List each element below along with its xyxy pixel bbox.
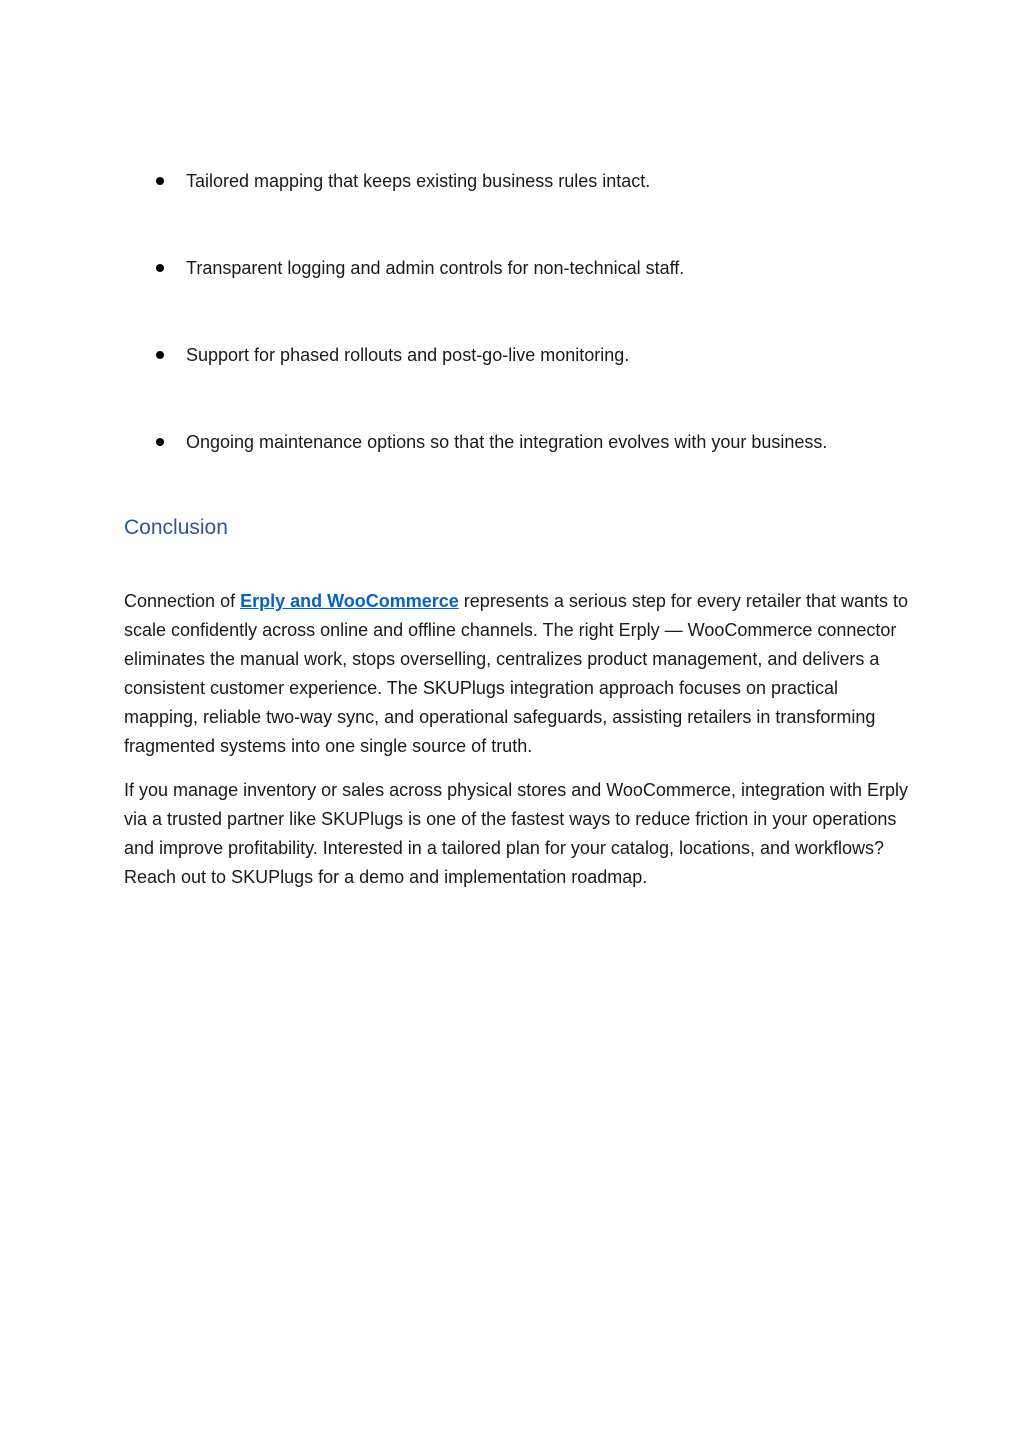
- list-item: [124, 429, 914, 455]
- list-item-text: Tailored mapping that keeps existing business rules intact.: [186, 171, 651, 191]
- conclusion-paragraph-2: If you manage inventory or sales across physical stores and WooCommerce, integration with Erply via a trusted partner like SKUPlugs is one of the fastest ways to reduce friction in your operations and improve profitability. Interested in a tailored plan for your catalog, locations, and workflows? Reach out to SKUPlugs for a demo and implementation roadmap.: [124, 780, 909, 887]
- bullet-icon: [156, 351, 164, 359]
- list-item: [124, 168, 914, 194]
- paragraph-body-text: represents a serious step for every retailer that wants to scale confidently across online and offline channels. The right Erply — WooCommerce connector eliminates the manual work, stops overselling, centralizes product management, and delivers a consistent customer experience. The SKUPlugs integration approach focuses on practical mapping, reliable two-way sync, and operational safeguards, assisting retailers in transforming fragmented systems into one single source of truth.: [124, 591, 909, 756]
- list-item-text: Transparent logging and admin controls for non-technical staff.: [186, 258, 685, 278]
- bullet-icon: [156, 264, 164, 272]
- bullet-icon: [156, 177, 164, 185]
- list-item-text: Support for phased rollouts and post-go-live monitoring.: [186, 345, 630, 365]
- bullet-icon: [156, 438, 164, 446]
- conclusion-paragraph-1: [124, 587, 914, 761]
- erply-woocommerce-link[interactable]: Erply and WooCommerce: [240, 591, 459, 611]
- feature-bullet-list: [124, 168, 914, 516]
- paragraph-lead-text: Connection of: [124, 591, 241, 611]
- list-item: [124, 255, 914, 281]
- conclusion-heading: Conclusion: [124, 516, 228, 539]
- list-item: [124, 342, 914, 368]
- list-item-text: Ongoing maintenance options so that the integration evolves with your business.: [186, 432, 828, 452]
